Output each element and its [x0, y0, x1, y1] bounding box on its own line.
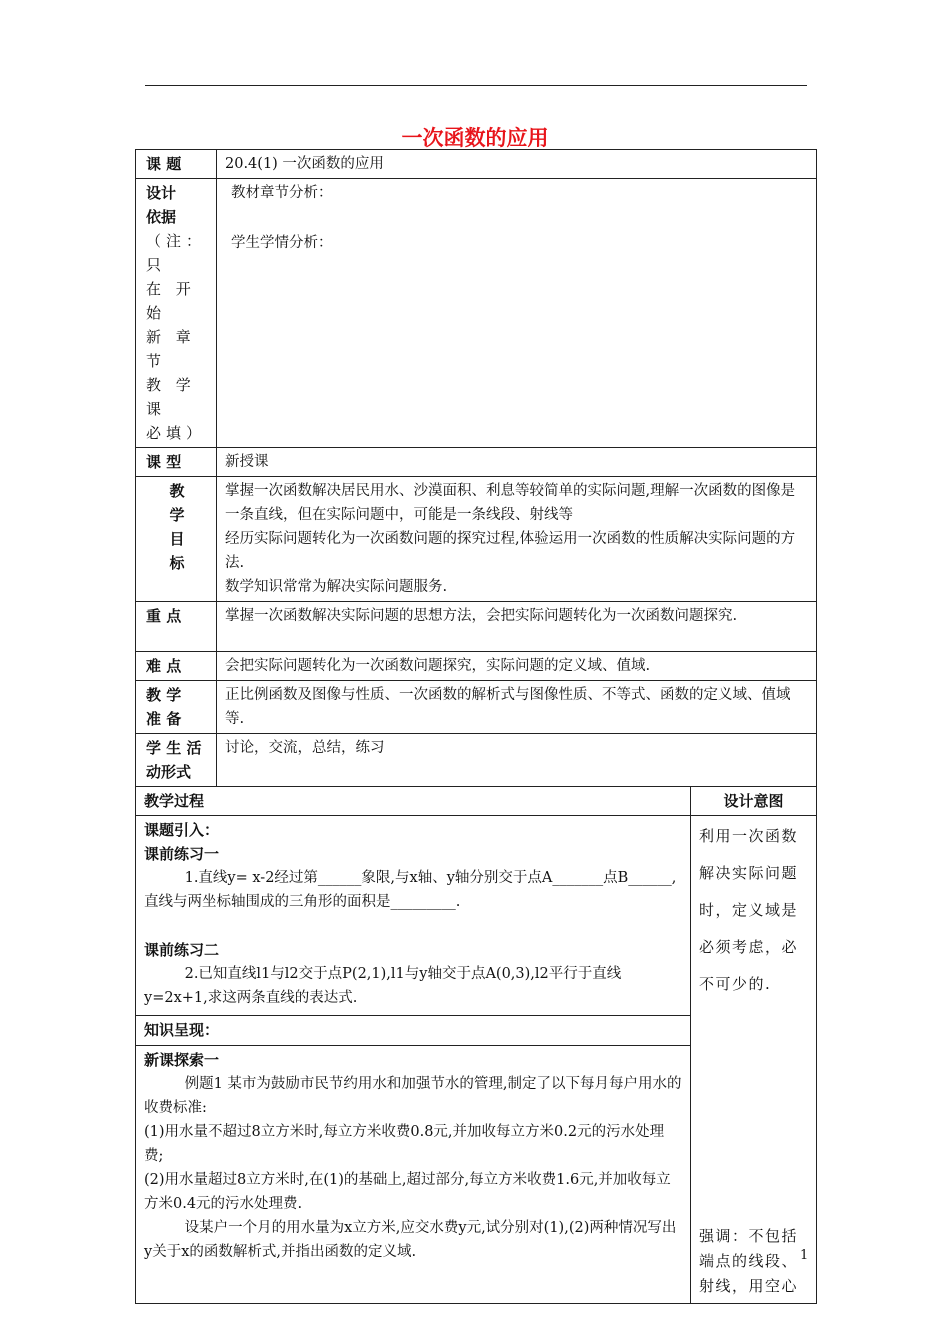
example-intro: 例题1 某市为鼓励市民节约用水和加强节水的管理,制定了以下每月每户用水的收费标准: — [144, 1076, 682, 1116]
key-point-value: 掌握一次函数解决实际问题的思想方法，会把实际问题转化为一次函数问题探究. — [217, 602, 817, 652]
preparation-label — [136, 681, 217, 734]
intro-heading: 课题引入： — [144, 821, 220, 839]
intent-text-1: 利用一次函数解决实际问题时，定义域是必须考虑，必不可少的. — [699, 827, 799, 993]
design-note-2: 在 开 始 — [146, 280, 196, 322]
goals-label — [136, 477, 217, 602]
row-difficulty — [136, 652, 817, 681]
intent-header: 设计意图 — [691, 787, 817, 816]
design-label — [136, 179, 217, 448]
difficulty-value: 会把实际问题转化为一次函数问题探究，实际问题的定义域、值域. — [217, 652, 817, 681]
row-topic — [136, 150, 817, 179]
exercise2-heading: 课前练习二 — [144, 941, 220, 959]
textbook-analysis: 教材章节分析： — [231, 185, 333, 201]
activity-label-line1: 学 生 活 — [146, 739, 202, 757]
exercise2-text: 2.已知直线l1与l2交于点P(2,1),l1与y轴交于点A(0,3),l2平行于直线y=2x+1,求这两条直线的表达式. — [144, 966, 622, 1006]
row-warmup — [136, 816, 817, 1016]
row-process-header — [136, 787, 817, 816]
row-key-point — [136, 602, 817, 652]
condition-1: (1)用水量不超过8立方米时,每立方米收费0.8元,并加收每立方米0.2元的污水处理费; — [144, 1124, 665, 1164]
goals-label-char: 教 — [169, 482, 185, 500]
student-analysis: 学生学情分析： — [231, 235, 333, 251]
exercise1-heading: 课前练习一 — [144, 845, 220, 863]
row-preparation — [136, 681, 817, 734]
activity-label — [136, 734, 217, 787]
document-title: 一次函数的应用 — [401, 126, 549, 150]
topic-value: 20.4(1) 一次函数的应用 — [217, 150, 817, 179]
process-header: 教学过程 — [136, 787, 691, 816]
preparation-label-line1: 教 学 — [146, 686, 182, 704]
activity-value: 讨论，交流，总结，练习 — [217, 734, 817, 787]
row-lesson-type — [136, 448, 817, 477]
goals-label-char: 学 — [169, 506, 185, 524]
goals-label-char: 标 — [169, 554, 185, 572]
header-rule — [145, 85, 807, 86]
design-label-line1: 设计 — [146, 184, 177, 202]
knowledge-heading: 知识呈现： — [136, 1016, 691, 1046]
row-goals — [136, 477, 817, 602]
row-activity — [136, 734, 817, 787]
type-value: 新授课 — [217, 448, 817, 477]
question-text: 设某户一个月的用水量为x立方米,应交水费y元,试分别对(1),(2)两种情况写出y关于x的函数解析式,并指出函数的定义域. — [144, 1220, 677, 1260]
explore-heading: 新课探索一 — [144, 1051, 220, 1069]
row-design-basis — [136, 179, 817, 448]
difficulty-label: 难 点 — [136, 652, 217, 681]
activity-label-line2: 动形式 — [146, 763, 192, 781]
lesson-plan-table — [135, 149, 817, 1304]
design-note-5: 必填） — [146, 424, 207, 442]
goal-2: 经历实际问题转化为一次函数问题的探究过程,体验运用一次函数的性质解决实际问题的方法. — [225, 531, 796, 571]
topic-label: 课 题 — [136, 150, 217, 179]
key-point-label: 重 点 — [136, 602, 217, 652]
preparation-value: 正比例函数及图像与性质、一次函数的解析式与图像性质、不等式、函数的定义域、值域等. — [217, 681, 817, 734]
page-number: 1 — [800, 1248, 809, 1263]
design-note-3: 新 章 节 — [146, 328, 196, 370]
goals-label-char: 目 — [169, 530, 185, 548]
design-intent-cell — [691, 816, 817, 1304]
goal-3: 数学知识常常为解决实际问题服务. — [225, 579, 448, 595]
design-note-4: 教 学 课 — [146, 376, 196, 418]
condition-2: (2)用水量超过8立方米时,在(1)的基础上,超过部分,每立方米收费1.6元,并加收每立方米0.4元的污水处理费. — [144, 1172, 671, 1212]
intent-text-2: 强调：不包括端点的线段、射线，用空心 — [699, 1227, 799, 1295]
preparation-label-line2: 准 备 — [146, 710, 182, 728]
design-note-1: （注：只 — [146, 232, 207, 274]
type-label: 课 型 — [136, 448, 217, 477]
exercise1-text: 1.直线y= x-2经过第______象限,与x轴、y轴分别交于点A_______点B______,直线与两坐标轴围成的三角形的面积是_________. — [144, 870, 677, 910]
goal-1: 掌握一次函数解决居民用水、沙漠面积、利息等较简单的实际问题,理解一次函数的图像是一条直线，但在实际问题中，可能是一条线段、射线等 — [225, 483, 796, 523]
design-label-line2: 依据 — [146, 208, 177, 226]
